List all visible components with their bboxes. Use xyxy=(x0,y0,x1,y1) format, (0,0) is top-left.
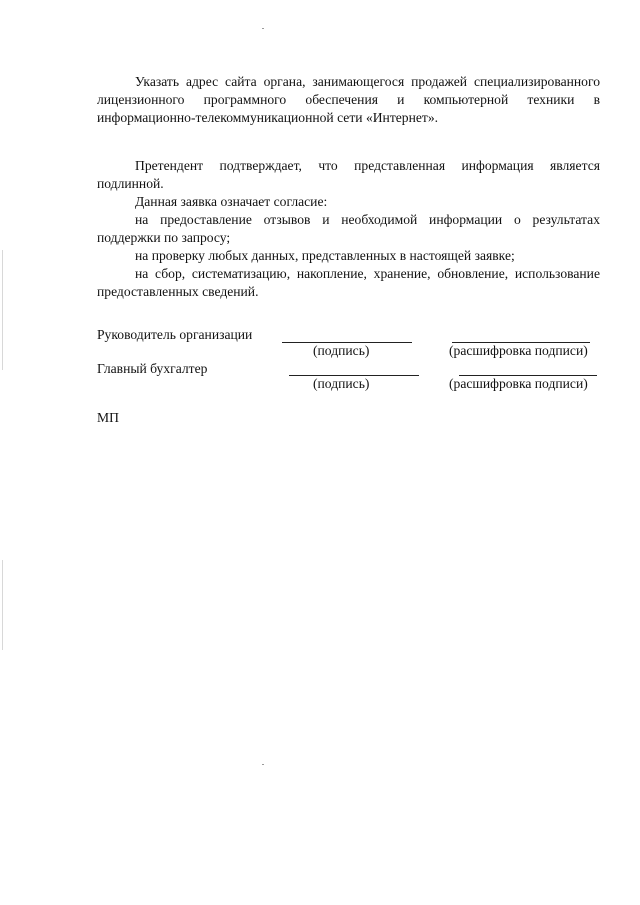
scan-speck xyxy=(262,28,264,29)
consent-item-processing: на сбор, систематизацию, накопление, хранение, обновление, использование предоставленных сведений. xyxy=(97,266,600,299)
website-instruction-paragraph: Указать адрес сайта органа, занимающегося продажей специализированного лицензионного программного обеспечения и компьютерной техники в информационно-телекоммуникационной сети «Интернет». xyxy=(97,74,600,125)
stamp-place-label: МП xyxy=(97,410,119,425)
head-signature-caption: (подпись) xyxy=(313,343,370,358)
accountant-decoding-caption: (расшифровка подписи) xyxy=(449,376,588,391)
authenticity-paragraph: Претендент подтверждает, что представленная информация является подлинной. xyxy=(97,158,600,191)
consent-heading: Данная заявка означает согласие: xyxy=(135,194,328,209)
scan-edge-mark xyxy=(2,250,3,370)
accountant-signature-caption: (подпись) xyxy=(313,376,370,391)
chief-accountant-label: Главный бухгалтер xyxy=(97,361,208,376)
scan-speck xyxy=(262,764,264,765)
consent-item-feedback: на предоставление отзывов и необходимой информации о результатах поддержки по запросу; xyxy=(97,212,600,245)
consent-item-verification: на проверку любых данных, представленных в настоящей заявке; xyxy=(135,248,515,263)
scan-edge-mark xyxy=(2,560,3,650)
head-decoding-caption: (расшифровка подписи) xyxy=(449,343,588,358)
head-of-organization-label: Руководитель организации xyxy=(97,327,253,342)
